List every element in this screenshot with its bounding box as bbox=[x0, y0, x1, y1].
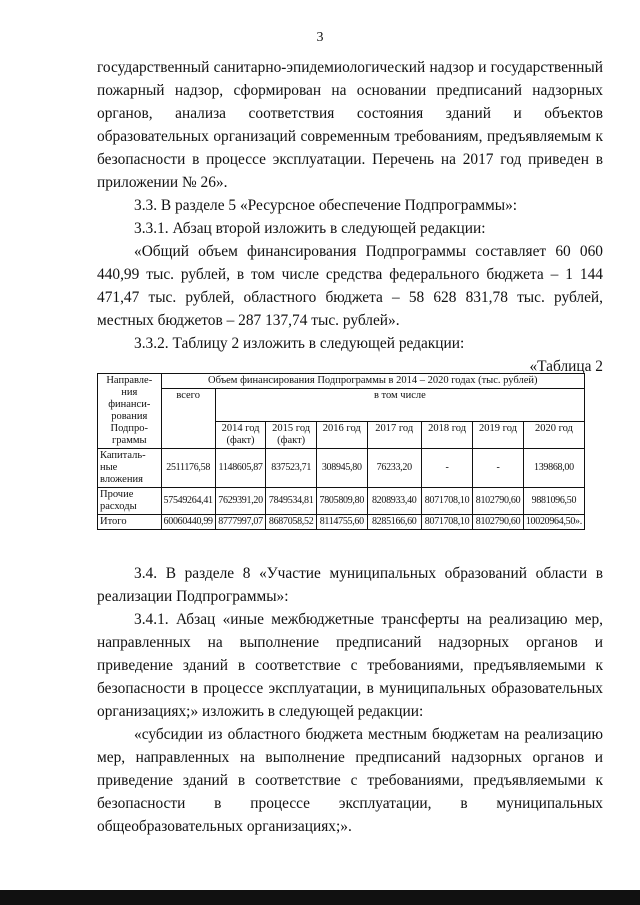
table-cell: 8071708,10 bbox=[421, 488, 472, 515]
paragraph-section-3-3-2: 3.3.2. Таблицу 2 изложить в следующей редакции: bbox=[134, 335, 465, 352]
table-cell: 8777997,07 bbox=[215, 515, 266, 530]
header-year: 2016 год bbox=[316, 422, 367, 449]
table-cell: 76233,20 bbox=[367, 449, 421, 488]
paragraph-section-3-4: 3.4. В разделе 8 «Участие муниципальных образований области в реализации Подпрограммы»: bbox=[97, 565, 603, 605]
table-header-row-1 bbox=[98, 374, 585, 389]
table-row bbox=[98, 449, 585, 488]
table-cell: 8071708,10 bbox=[421, 515, 472, 530]
paragraph-section-3-4-1: 3.4.1. Абзац «иные межбюджетные трансферты на реализацию мер, направленных на выполнение предписаний надзорных органов и приведение зданий в соответствие с требованиями, предъявляемыми к безопасности в процессе эксплуатации, в муниципальных образовательных организациях;» изложить в следующей редакции: bbox=[97, 611, 603, 720]
table-caption: «Таблица 2 bbox=[529, 358, 603, 375]
header-year: 2014 год (факт) bbox=[215, 422, 266, 449]
table-cell: 2511176,58 bbox=[161, 449, 215, 488]
table-cell: 7629391,20 bbox=[215, 488, 266, 515]
table-cell: 8114755,60 bbox=[316, 515, 367, 530]
header-volume: Объем финансирования Подпрограммы в 2014 – 2020 годах (тыс. рублей) bbox=[161, 374, 584, 389]
table-cell: 57549264,41 bbox=[161, 488, 215, 515]
header-year: 2015 год (факт) bbox=[266, 422, 317, 449]
paragraph-continuation: государственный санитарно-эпидемиологический надзор и государственный пожарный надзор, сформирован на основании предписаний надзорных органов, анализа соответствия состояния зданий и объектов образовательных организаций современным требованиям, предъявляемым к безопасности в процессе эксплуатации. Перечень на 2017 год приведен в приложении № 26». bbox=[97, 59, 603, 191]
paragraph-section-3-3: 3.3. В разделе 5 «Ресурсное обеспечение Подпрограммы»: bbox=[134, 197, 518, 214]
row-label: Прочие расходы bbox=[98, 488, 162, 515]
table-cell: 8102790,60 bbox=[473, 515, 524, 530]
table-row-total bbox=[98, 515, 585, 530]
table-cell: 8102790,60 bbox=[473, 488, 524, 515]
table-cell: 7849534,81 bbox=[266, 488, 317, 515]
table-cell: - bbox=[473, 449, 524, 488]
table-cell: 8687058,52 bbox=[266, 515, 317, 530]
paragraph-total-funding: «Общий объем финансирования Подпрограммы составляет 60 060 440,99 тыс. рублей, в том числе средства федерального бюджета – 1 144 471,47 тыс. рублей, областного бюджета – 58 628 831,78 тыс. рублей, местных бюджетов – 287 137,74 тыс. рублей». bbox=[97, 243, 603, 329]
header-including: в том числе bbox=[215, 389, 584, 422]
page-number: 3 bbox=[316, 30, 324, 45]
table-cell: 9881096,50 bbox=[523, 488, 584, 515]
header-year: 2018 год bbox=[421, 422, 472, 449]
header-year: 2019 год bbox=[473, 422, 524, 449]
table-cell: 308945,80 bbox=[316, 449, 367, 488]
header-year: 2017 год bbox=[367, 422, 421, 449]
table-header-row-2 bbox=[98, 389, 585, 422]
header-year: 2020 год bbox=[523, 422, 584, 449]
row-label: Капиталь-ные вложения bbox=[98, 449, 162, 488]
paragraph-section-3-3-1: 3.3.1. Абзац второй изложить в следующей редакции: bbox=[134, 220, 486, 237]
table-cell: 8285166,60 bbox=[367, 515, 421, 530]
table-cell: - bbox=[421, 449, 472, 488]
table-cell: 7805809,80 bbox=[316, 488, 367, 515]
body-text-bottom bbox=[97, 562, 603, 838]
table-cell: 1148605,87 bbox=[215, 449, 266, 488]
header-total: всего bbox=[161, 389, 215, 449]
table-cell: 837523,71 bbox=[266, 449, 317, 488]
scan-edge-bar bbox=[0, 890, 640, 905]
table-cell: 10020964,50». bbox=[523, 515, 584, 530]
table-cell: 139868,00 bbox=[523, 449, 584, 488]
table-cell: 8208933,40 bbox=[367, 488, 421, 515]
funding-table bbox=[97, 373, 585, 530]
body-text-top bbox=[97, 56, 603, 378]
row-label: Итого bbox=[98, 515, 162, 530]
header-direction: Направле-ния финанси-рования Подпро-граммы bbox=[98, 374, 162, 449]
paragraph-new-wording: «субсидии из областного бюджета местным бюджетам на реализацию мер, направленных на выполнение предписаний надзорных органов и приведение зданий в соответствие с требованиями, предъявляемыми к безопасности в процессе эксплуатации, в муниципальных общеобразовательных организациях;». bbox=[97, 726, 603, 835]
table-cell: 60060440,99 bbox=[161, 515, 215, 530]
table-row bbox=[98, 488, 585, 515]
